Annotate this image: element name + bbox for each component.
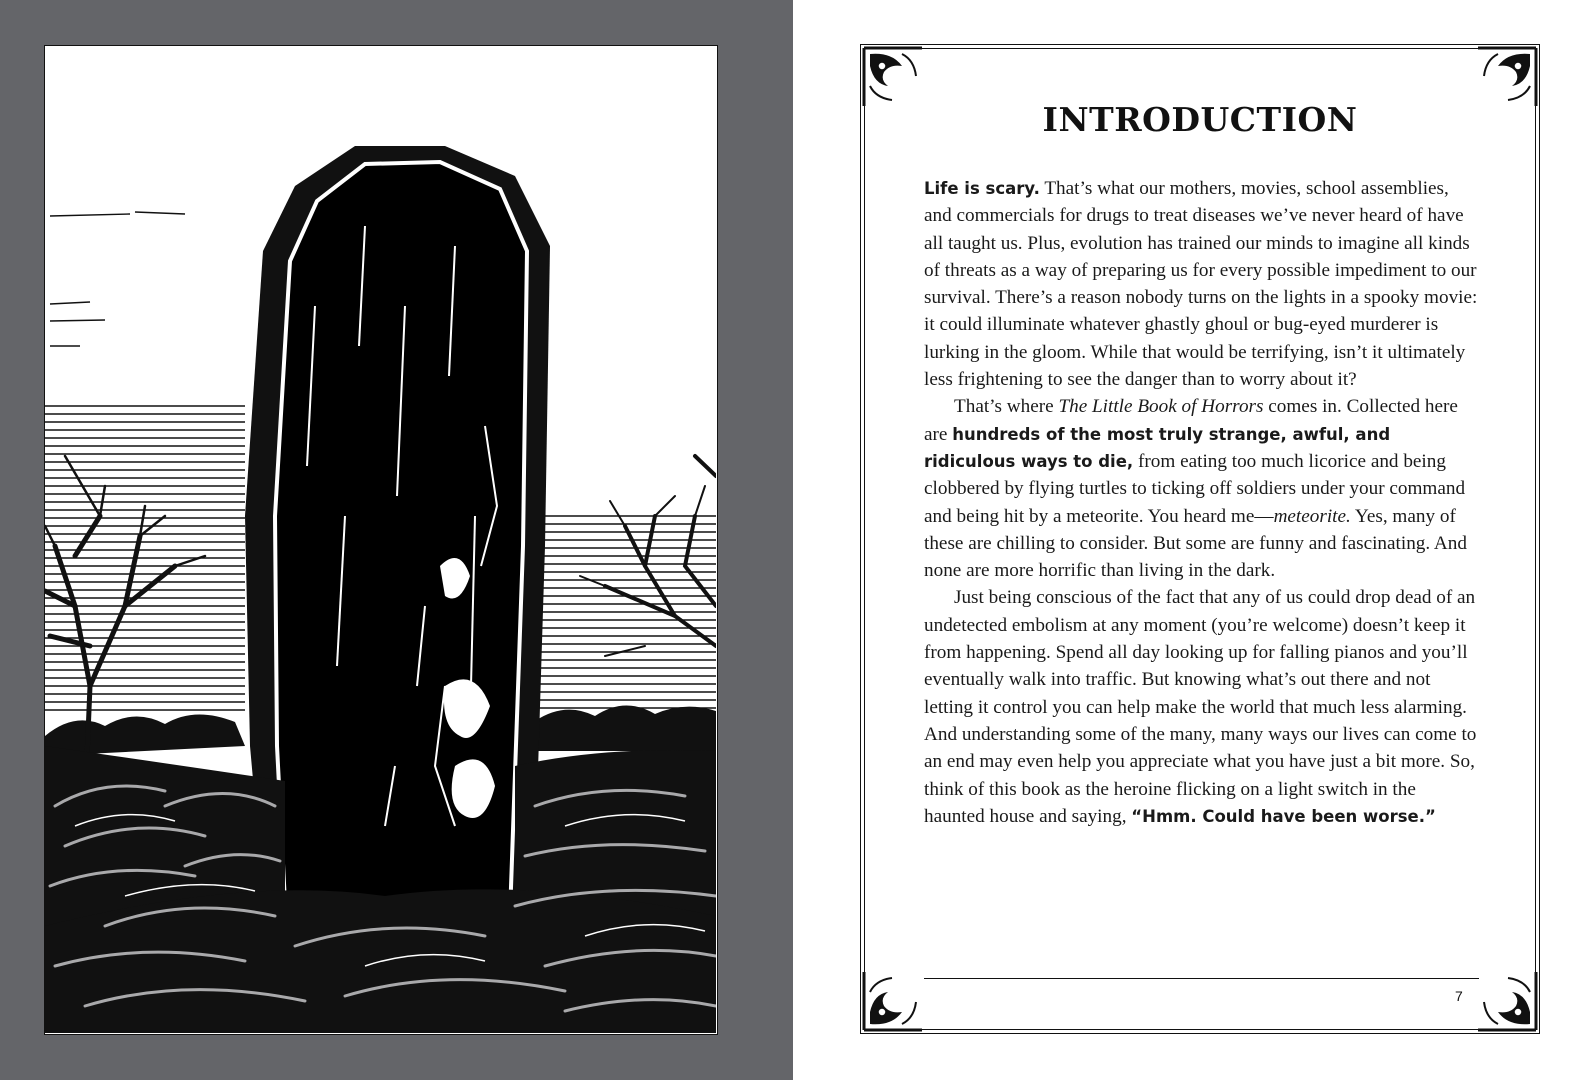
paragraph-2-text-c: from eating too much licorice and being clobbered by flying turtles to ticking off soldiers under your command and being hit by a meteorite. You heard me—: [924, 450, 1466, 527]
paragraph-2-text-a: That’s where: [954, 396, 1059, 418]
paragraph-2-text-d: Yes, many of these are chilling to consider. But some are funny and fascinating. And none are more horrific than living in the dark.: [924, 505, 1467, 582]
intro-body: [924, 175, 1479, 830]
paragraph-3: [924, 584, 1479, 830]
paragraph-1: [924, 175, 1479, 393]
bold-closing-quote: “Hmm. Could have been worse.”: [1131, 806, 1436, 826]
page-title: INTRODUCTION: [1042, 100, 1358, 139]
bold-phrase: hundreds of the most truly strange, awful, and ridiculous ways to die,: [924, 424, 1391, 471]
paragraph-2-text-b: comes in. Collected here are: [924, 396, 1458, 445]
ornament-corner-bottom-left-icon: [862, 970, 924, 1032]
footer-rule: [924, 978, 1479, 979]
tombstone-illustration: [44, 45, 718, 1035]
italic-word: meteorite.: [1273, 505, 1351, 527]
bold-lead: Life is scary.: [924, 179, 1040, 198]
page-number: 7: [1455, 988, 1463, 1004]
paragraph-3-text: Just being conscious of the fact that any of us could drop dead of an undetected embolism at any moment (you’re welcome) doesn’t keep it from happening. Spend all day looking up for falling pianos and you’ll eventually walk into traffic. But knowing what’s out there and not letting it control you can help make the world that much less alarming. And understanding some of the many, many ways our lives can come to an end may even help you appreciate what you have just a bit more. So, think of this book as the heroine flicking on a light switch in the haunted house and saying,: [924, 587, 1477, 827]
ornament-corner-top-left-icon: [862, 46, 924, 108]
paragraph-2: [924, 393, 1479, 584]
paragraph-1-text: That’s what our mothers, movies, school assemblies, and commercials for drugs to treat diseases we’ve never heard of have all taught us. Plus, evolution has trained our minds to imagine all kinds of threats as a way of preparing us for every possible impediment to our survival. There’s a reason nobody turns on the lights in a spooky movie: it could illuminate whatever ghastly ghoul or bug-eyed murderer is lurking in the gloom. While that would be terrifying, isn’t it ultimately less frightening to see the danger than to worry about it?: [924, 178, 1478, 391]
ornament-corner-top-right-icon: [1476, 46, 1538, 108]
ornament-corner-bottom-right-icon: [1476, 970, 1538, 1032]
book-title: The Little Book of Horrors: [1058, 396, 1264, 418]
